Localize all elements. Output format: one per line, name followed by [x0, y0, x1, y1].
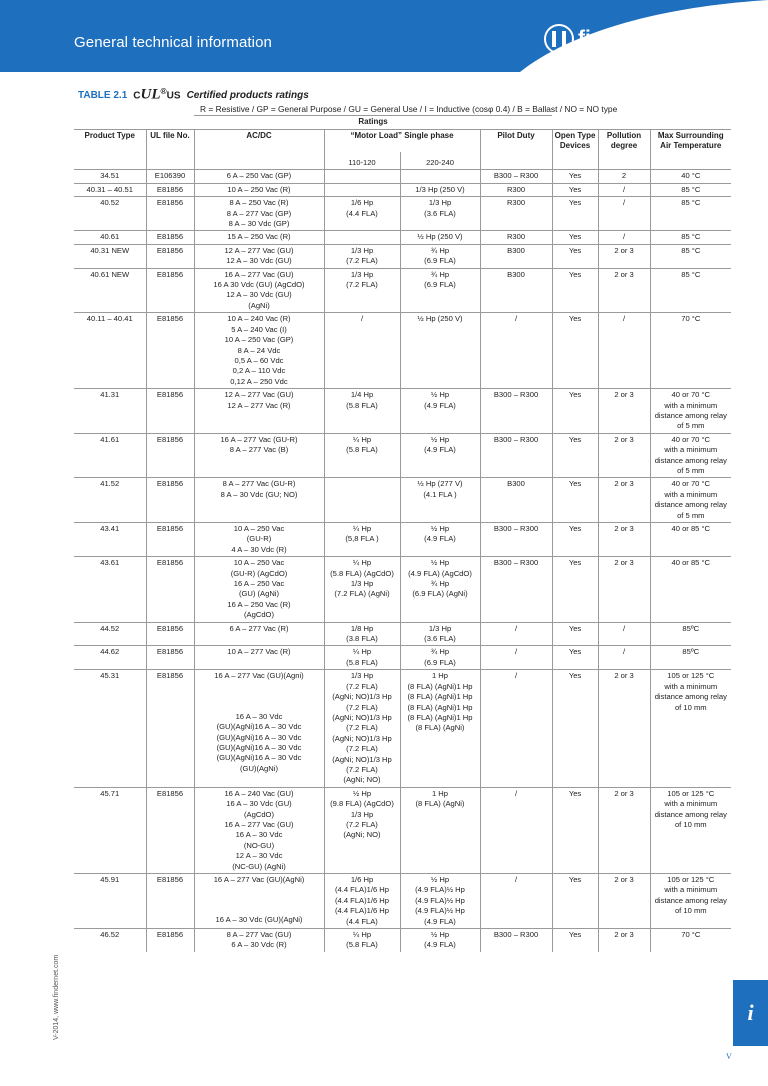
- cell-motor-220-240: ½ Hp (250 V): [400, 313, 480, 389]
- col-voltage-220-240: 220-240: [400, 152, 480, 170]
- cell-ac-dc: 8 A – 277 Vac (GU-R) 8 A – 30 Vdc (GU; NO): [194, 478, 324, 523]
- finder-logo-text: finder: [578, 27, 637, 50]
- table-row: [74, 523, 731, 557]
- table-title: Certified products ratings: [186, 90, 309, 102]
- cell-motor-220-240: ¾ Hp (6.9 FLA): [400, 646, 480, 670]
- table-body: [74, 170, 731, 952]
- col-motor-load: “Motor Load” Single phase: [324, 130, 480, 153]
- table-row: [74, 231, 731, 244]
- cell-pollution: 2 or 3: [598, 433, 650, 478]
- cell-max-temp: 85 °C: [650, 231, 731, 244]
- cell-ac-dc: 6 A – 277 Vac (R): [194, 622, 324, 646]
- cell-pilot-duty: /: [480, 313, 552, 389]
- cell-motor-220-240: 1 Hp (8 FLA) (AgNi): [400, 787, 480, 873]
- ul-certification-icon: CUL®US: [133, 86, 181, 103]
- cell-pilot-duty: R300: [480, 231, 552, 244]
- cell-open-type: Yes: [552, 929, 598, 952]
- cell-ac-dc: 8 A – 250 Vac (R) 8 A – 277 Vac (GP) 8 A – 30 Vdc (GP): [194, 197, 324, 231]
- cell-motor-110-120: [324, 231, 400, 244]
- cell-max-temp: 85ºC: [650, 646, 731, 670]
- cell-motor-220-240: ½ Hp (277 V) (4.1 FLA ): [400, 478, 480, 523]
- col-ac-dc: AC/DC: [194, 130, 324, 153]
- table-row: [74, 244, 731, 268]
- cell-ac-dc: 16 A – 277 Vac (GU-R) 8 A – 277 Vac (B): [194, 433, 324, 478]
- col-pollution: Pollution degree: [598, 130, 650, 153]
- certified-ratings-table: [74, 115, 731, 952]
- col-voltage-110-120: 110-120: [324, 152, 400, 170]
- cell-ul-file: E81856: [146, 231, 194, 244]
- cell-max-temp: 85 °C: [650, 183, 731, 196]
- cell-max-temp: 40 or 85 °C: [650, 523, 731, 557]
- cell-ac-dc: 16 A – 240 Vac (GU) 16 A – 30 Vdc (GU) (AgCdO) 16 A – 277 Vac (GU) 16 A – 30 Vdc (NO-GU) 12 A – 30 Vdc (NC-GU) (AgNi): [194, 787, 324, 873]
- cell-max-temp: 40 or 70 °C with a minimum distance among relay of 5 mm: [650, 389, 731, 434]
- cell-pilot-duty: /: [480, 874, 552, 929]
- cell-motor-220-240: ½ Hp (250 V): [400, 231, 480, 244]
- cell-product-type: 34.51: [74, 170, 146, 183]
- table-row: [74, 313, 731, 389]
- cell-motor-110-120: [324, 170, 400, 183]
- cell-motor-110-120: ¼ Hp (5.8 FLA): [324, 929, 400, 952]
- cell-product-type: 44.62: [74, 646, 146, 670]
- cell-ul-file: E81856: [146, 244, 194, 268]
- cell-open-type: Yes: [552, 268, 598, 313]
- table-row: [74, 433, 731, 478]
- cell-pilot-duty: B300 – R300: [480, 389, 552, 434]
- cell-pilot-duty: B300 – R300: [480, 433, 552, 478]
- cell-ac-dc: 10 A – 250 Vac (R): [194, 183, 324, 196]
- cell-motor-220-240: [400, 170, 480, 183]
- cell-pilot-duty: /: [480, 787, 552, 873]
- table-legend: R = Resistive / GP = General Purpose / GU = General Use / I = Inductive (cosφ 0.4) / B = Ballast / NO = NO type: [200, 104, 618, 114]
- cell-ac-dc: 16 A – 277 Vac (GU)(Agni) 16 A – 30 Vdc (GU)(AgNi)16 A – 30 Vdc (GU)(AgNi)16 A – 30 Vdc (GU)(AgNi)16 A – 30 Vdc (GU)(AgNi)16 A – 30 Vdc (GU)(AgNi): [194, 670, 324, 787]
- cell-motor-110-120: 1/6 Hp (4.4 FLA): [324, 197, 400, 231]
- cell-motor-110-120: 1/3 Hp (7.2 FLA) (AgNi; NO)1/3 Hp (7.2 FLA) (AgNi; NO)1/3 Hp (7.2 FLA) (AgNi; NO)1/3 Hp (7.2 FLA) (AgNi; NO)1/3 Hp (7.2 FLA) (AgNi; NO): [324, 670, 400, 787]
- cell-ul-file: E81856: [146, 183, 194, 196]
- cell-motor-110-120: 1/8 Hp (3.8 FLA): [324, 622, 400, 646]
- cell-motor-220-240: ½ Hp (4.9 FLA)½ Hp (4.9 FLA)½ Hp (4.9 FLA)½ Hp (4.9 FLA): [400, 874, 480, 929]
- cell-max-temp: 105 or 125 °C with a minimum distance among relay of 10 mm: [650, 787, 731, 873]
- cell-max-temp: 40 or 70 °C with a minimum distance among relay of 5 mm: [650, 478, 731, 523]
- cell-ul-file: E81856: [146, 478, 194, 523]
- cell-ul-file: E81856: [146, 874, 194, 929]
- table-row: [74, 183, 731, 196]
- table-row: [74, 787, 731, 873]
- cell-open-type: Yes: [552, 170, 598, 183]
- table-row: [74, 268, 731, 313]
- cell-pilot-duty: R300: [480, 183, 552, 196]
- cell-ul-file: E81856: [146, 268, 194, 313]
- cell-open-type: Yes: [552, 183, 598, 196]
- cell-product-type: 40.61: [74, 231, 146, 244]
- cell-motor-220-240: ½ Hp (4.9 FLA): [400, 389, 480, 434]
- cell-max-temp: 40 or 85 °C: [650, 557, 731, 622]
- cell-ac-dc: 10 A – 250 Vac (GU-R) 4 A – 30 Vdc (R): [194, 523, 324, 557]
- page-header: [0, 0, 768, 72]
- cell-pilot-duty: /: [480, 622, 552, 646]
- cell-pollution: 2 or 3: [598, 389, 650, 434]
- cell-ac-dc: 12 A – 277 Vac (GU) 12 A – 277 Vac (R): [194, 389, 324, 434]
- cell-open-type: Yes: [552, 197, 598, 231]
- cell-ul-file: E81856: [146, 670, 194, 787]
- col-max-temp: Max Surrounding Air Temperature: [650, 130, 731, 153]
- cell-ac-dc: 15 A – 250 Vac (R): [194, 231, 324, 244]
- cell-pollution: /: [598, 183, 650, 196]
- cell-ul-file: E81856: [146, 622, 194, 646]
- cell-product-type: 40.61 NEW: [74, 268, 146, 313]
- cell-pilot-duty: R300: [480, 197, 552, 231]
- cell-ul-file: E81856: [146, 313, 194, 389]
- cell-open-type: Yes: [552, 433, 598, 478]
- cell-ul-file: E106390: [146, 170, 194, 183]
- cell-ac-dc: 16 A – 277 Vac (GU) 16 A 30 Vdc (GU) (AgCdO) 12 A – 30 Vdc (GU) (AgNi): [194, 268, 324, 313]
- cell-ac-dc: 8 A – 277 Vac (GU) 6 A – 30 Vdc (R): [194, 929, 324, 952]
- cell-product-type: 45.91: [74, 874, 146, 929]
- cell-pilot-duty: B300: [480, 478, 552, 523]
- cell-motor-220-240: ¾ Hp (6.9 FLA): [400, 268, 480, 313]
- cell-motor-110-120: 1/4 Hp (5.8 FLA): [324, 389, 400, 434]
- finder-logo: [544, 24, 636, 54]
- cell-motor-220-240: ½ Hp (4.9 FLA) (AgCdO) ¾ Hp (6.9 FLA) (AgNi): [400, 557, 480, 622]
- cell-ac-dc: 10 A – 250 Vac (GU-R) (AgCdO) 16 A – 250 Vac (GU) (AgNi) 16 A – 250 Vac (R) (AgCdO): [194, 557, 324, 622]
- cell-max-temp: 105 or 125 °C with a minimum distance among relay of 10 mm: [650, 874, 731, 929]
- cell-ac-dc: 6 A – 250 Vac (GP): [194, 170, 324, 183]
- finder-logo-icon: [544, 24, 574, 54]
- cell-product-type: 41.31: [74, 389, 146, 434]
- cell-open-type: Yes: [552, 622, 598, 646]
- cell-pilot-duty: B300: [480, 244, 552, 268]
- page-number: V: [726, 1052, 732, 1061]
- cell-product-type: 45.31: [74, 670, 146, 787]
- table-row: [74, 478, 731, 523]
- cell-pollution: /: [598, 197, 650, 231]
- cell-ac-dc: 10 A – 240 Vac (R) 5 A – 240 Vac (I) 10 A – 250 Vac (GP) 8 A – 24 Vdc 0,5 A – 60 Vdc 0,2 A – 110 Vdc 0,12 A – 250 Vdc: [194, 313, 324, 389]
- cell-open-type: Yes: [552, 313, 598, 389]
- cell-pollution: 2 or 3: [598, 268, 650, 313]
- table-row: [74, 670, 731, 787]
- cell-open-type: Yes: [552, 478, 598, 523]
- cell-product-type: 40.52: [74, 197, 146, 231]
- cell-max-temp: 70 °C: [650, 313, 731, 389]
- cell-motor-110-120: 1/6 Hp (4.4 FLA)1/6 Hp (4.4 FLA)1/6 Hp (4.4 FLA)1/6 Hp (4.4 FLA): [324, 874, 400, 929]
- cell-product-type: 41.52: [74, 478, 146, 523]
- cell-pilot-duty: B300: [480, 268, 552, 313]
- cell-pilot-duty: /: [480, 646, 552, 670]
- cell-pollution: 2 or 3: [598, 874, 650, 929]
- cell-ac-dc-secondary: 16 A – 30 Vdc (GU)(AgNi)16 A – 30 Vdc (GU)(AgNi)16 A – 30 Vdc (GU)(AgNi)16 A – 30 Vdc (GU)(AgNi)16 A – 30 Vdc (GU)(AgNi): [216, 711, 302, 773]
- cell-ul-file: E81856: [146, 433, 194, 478]
- cell-motor-110-120: ¼ Hp (5.8 FLA): [324, 433, 400, 478]
- cell-ul-file: E81856: [146, 557, 194, 622]
- cell-product-type: 40.31 NEW: [74, 244, 146, 268]
- cell-ac-dc: 12 A – 277 Vac (GU) 12 A – 30 Vdc (GU): [194, 244, 324, 268]
- cell-product-type: 43.61: [74, 557, 146, 622]
- cell-motor-220-240: 1/3 Hp (3.6 FLA): [400, 622, 480, 646]
- cell-pollution: /: [598, 231, 650, 244]
- cell-product-type: 46.52: [74, 929, 146, 952]
- cell-motor-110-120: ¼ Hp (5.8 FLA) (AgCdO) 1/3 Hp (7.2 FLA) (AgNi): [324, 557, 400, 622]
- cell-motor-110-120: ¼ Hp (5.8 FLA): [324, 646, 400, 670]
- cell-ac-dc: 16 A – 277 Vac (GU)(AgNi) 16 A – 30 Vdc (GU)(AgNi): [194, 874, 324, 929]
- cell-ul-file: E81856: [146, 646, 194, 670]
- cell-open-type: Yes: [552, 557, 598, 622]
- cell-open-type: Yes: [552, 523, 598, 557]
- cell-max-temp: 40 °C: [650, 170, 731, 183]
- cell-motor-110-120: [324, 183, 400, 196]
- cell-motor-220-240: ½ Hp (4.9 FLA): [400, 929, 480, 952]
- cell-max-temp: 85 °C: [650, 197, 731, 231]
- cell-motor-220-240: ¾ Hp (6.9 FLA): [400, 244, 480, 268]
- cell-motor-110-120: ¼ Hp (5,8 FLA ): [324, 523, 400, 557]
- col-pilot-duty: Pilot Duty: [480, 130, 552, 153]
- table-caption: [78, 86, 309, 103]
- table-row: [74, 622, 731, 646]
- ratings-header: Ratings: [194, 116, 552, 130]
- cell-open-type: Yes: [552, 231, 598, 244]
- cell-pollution: 2 or 3: [598, 670, 650, 787]
- cell-pilot-duty: B300 – R300: [480, 929, 552, 952]
- cell-motor-220-240: ½ Hp (4.9 FLA): [400, 523, 480, 557]
- cell-max-temp: 85 °C: [650, 268, 731, 313]
- cell-open-type: Yes: [552, 670, 598, 787]
- cell-product-type: 40.31 – 40.51: [74, 183, 146, 196]
- cell-product-type: 40.11 – 40.41: [74, 313, 146, 389]
- cell-motor-110-120: 1/3 Hp (7.2 FLA): [324, 244, 400, 268]
- cell-pilot-duty: B300 – R300: [480, 523, 552, 557]
- cell-max-temp: 85 °C: [650, 244, 731, 268]
- cell-open-type: Yes: [552, 646, 598, 670]
- cell-open-type: Yes: [552, 787, 598, 873]
- cell-product-type: 43.41: [74, 523, 146, 557]
- cell-pollution: /: [598, 646, 650, 670]
- cell-pollution: 2 or 3: [598, 478, 650, 523]
- cell-max-temp: 70 °C: [650, 929, 731, 952]
- cell-pollution: 2 or 3: [598, 787, 650, 873]
- table-row: [74, 874, 731, 929]
- cell-motor-110-120: ½ Hp (9.8 FLA) (AgCdO) 1/3 Hp (7.2 FLA) (AgNi; NO): [324, 787, 400, 873]
- cell-ac-dc: 10 A – 277 Vac (R): [194, 646, 324, 670]
- cell-motor-220-240: 1/3 Hp (250 V): [400, 183, 480, 196]
- table-row: [74, 389, 731, 434]
- col-open-type: Open Type Devices: [552, 130, 598, 153]
- cell-pilot-duty: B300 – R300: [480, 170, 552, 183]
- cell-ac-dc-secondary: 16 A – 30 Vdc (GU)(AgNi): [215, 915, 303, 925]
- cell-product-type: 44.52: [74, 622, 146, 646]
- table-row: [74, 197, 731, 231]
- table-number: TABLE 2.1: [78, 90, 128, 102]
- table-row: [74, 929, 731, 952]
- cell-ul-file: E81856: [146, 787, 194, 873]
- table-row: [74, 170, 731, 183]
- cell-product-type: 45.71: [74, 787, 146, 873]
- cell-max-temp: 105 or 125 °C with a minimum distance among relay of 10 mm: [650, 670, 731, 787]
- cell-pollution: /: [598, 622, 650, 646]
- cell-pilot-duty: /: [480, 670, 552, 787]
- cell-pollution: 2 or 3: [598, 929, 650, 952]
- cell-ul-file: E81856: [146, 389, 194, 434]
- cell-motor-110-120: 1/3 Hp (7.2 FLA): [324, 268, 400, 313]
- cell-open-type: Yes: [552, 389, 598, 434]
- table-row: [74, 646, 731, 670]
- cell-pollution: 2: [598, 170, 650, 183]
- cell-ul-file: E81856: [146, 523, 194, 557]
- cell-product-type: 41.61: [74, 433, 146, 478]
- cell-max-temp: 85ºC: [650, 622, 731, 646]
- cell-pollution: 2 or 3: [598, 557, 650, 622]
- cell-open-type: Yes: [552, 244, 598, 268]
- cell-motor-110-120: [324, 478, 400, 523]
- cell-ul-file: E81856: [146, 929, 194, 952]
- cell-pilot-duty: B300 – R300: [480, 557, 552, 622]
- cell-pollution: /: [598, 313, 650, 389]
- side-note: V-2014, www.findernet.com: [53, 954, 60, 1040]
- cell-open-type: Yes: [552, 874, 598, 929]
- cell-motor-220-240: 1 Hp (8 FLA) (AgNi)1 Hp (8 FLA) (AgNi)1 Hp (8 FLA) (AgNi)1 Hp (8 FLA) (AgNi)1 Hp (8 FLA) (AgNi): [400, 670, 480, 787]
- cell-motor-220-240: 1/3 Hp (3.6 FLA): [400, 197, 480, 231]
- cell-pollution: 2 or 3: [598, 523, 650, 557]
- cell-motor-110-120: /: [324, 313, 400, 389]
- cell-pollution: 2 or 3: [598, 244, 650, 268]
- info-icon[interactable]: i: [733, 980, 768, 1046]
- table-row: [74, 557, 731, 622]
- header-title: General technical information: [74, 34, 273, 51]
- cell-motor-220-240: ½ Hp (4.9 FLA): [400, 433, 480, 478]
- col-product-type: Product Type: [74, 130, 146, 153]
- cell-max-temp: 40 or 70 °C with a minimum distance among relay of 5 mm: [650, 433, 731, 478]
- cell-ul-file: E81856: [146, 197, 194, 231]
- col-ul-file: UL file No.: [146, 130, 194, 153]
